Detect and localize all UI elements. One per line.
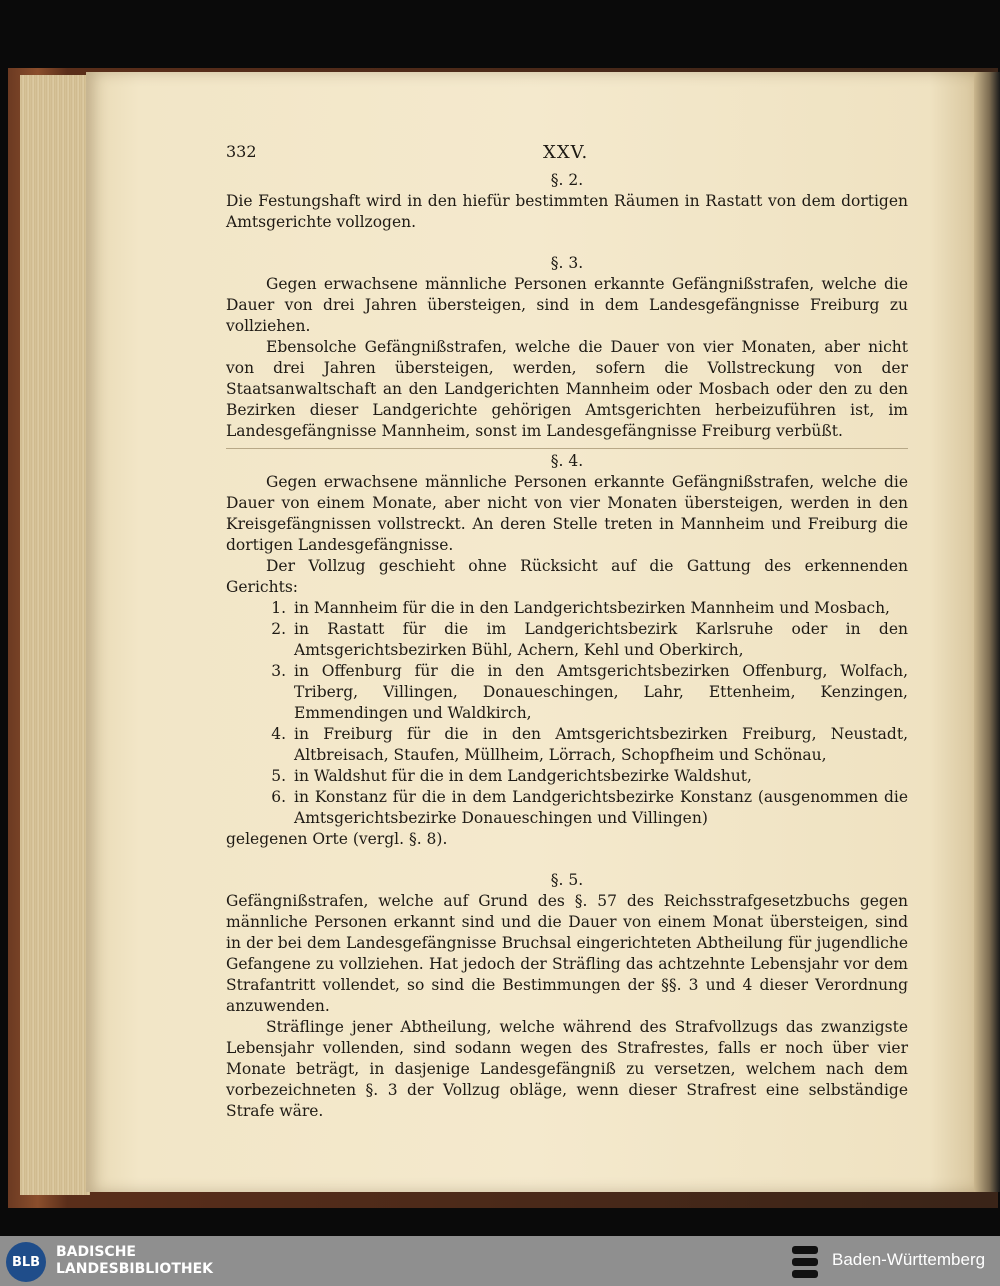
viewer-footer bbox=[0, 1236, 1000, 1286]
divider bbox=[226, 448, 908, 449]
page-number: 332 bbox=[226, 142, 257, 161]
section-5-paragraph-2: Sträflinge jener Abtheilung, welche während des Strafvollzugs das zwanzigste Lebensjahr vollenden, sind sodann wegen des Strafrestes, falls er noch über vier Monate beträgt, in dasjenige Landesgefängniß zu versetzen, welchem nach dem vorbezeichneten §. 3 der Vollzug obläge, wenn dieser Strafrest eine selbständige Strafe wäre. bbox=[226, 1018, 908, 1120]
list-item: 1. in Mannheim für die in den Landgerichtsbezirken Mannheim und Mosbach, bbox=[271, 599, 890, 617]
section-heading-2: §. 2. bbox=[550, 171, 584, 189]
section-heading-4: §. 4. bbox=[550, 452, 584, 470]
list-item: 2. in Rastatt für die im Landgerichtsbezirk Karlsruhe oder in den Amtsgerichtsbezirken Bühl, Achern, Kehl und Oberkirch, bbox=[271, 620, 908, 659]
section-3-paragraph-1: Gegen erwachsene männliche Personen erkannte Gefängnißstrafen, welche die Dauer von drei Jahren übersteigen, sind in dem Landesgefängnisse Freiburg zu vollziehen. bbox=[226, 275, 908, 335]
blb-name-line-1: BADISCHE bbox=[56, 1244, 136, 1260]
section-5-paragraph-1: Gefängnißstrafen, welche auf Grund des §. 57 des Reichsstrafgesetzbuchs gegen männliche Personen erkannt sind und die Dauer von einem Monat übersteigen, sind in der bei dem Landesgefängnisse Bruchsal eingerichteten Abtheilung für jugendliche Gefangene zu vollziehen. Hat jedoch der Sträfling das achtzehnte Lebensjahr vor dem Strafantritt vollendet, so sind die Bestimmungen der §§. 3 und 4 dieser Verordnung anzuwenden. bbox=[226, 892, 908, 1015]
section-4-tail: gelegenen Orte (vergl. §. 8). bbox=[226, 830, 448, 848]
bw-lions-icon bbox=[790, 1244, 820, 1280]
page-text bbox=[226, 140, 908, 1122]
blb-logo-icon[interactable]: BLB bbox=[6, 1242, 46, 1282]
page-edges bbox=[20, 75, 90, 1195]
section-4-paragraph-1: Gegen erwachsene männliche Personen erkannte Gefängnißstrafen, welche die Dauer von einem Monate, aber nicht von vier Monaten übersteigen, werden in den Kreisgefängnissen vollstreckt. An deren Stelle treten in Mannheim und Freiburg die dortigen Landesgefängnisse. bbox=[226, 473, 908, 554]
section-heading-3: §. 3. bbox=[550, 254, 584, 272]
chapter-heading: XXV. bbox=[543, 142, 589, 163]
list-item: 3. in Offenburg für die in den Amtsgerichtsbezirken Offenburg, Wolfach, Triberg, Villingen, Donaueschingen, Lahr, Ettenheim, Kenzingen, Emmendingen und Waldkirch, bbox=[271, 662, 908, 722]
blb-name[interactable] bbox=[56, 1244, 213, 1278]
list-item: 6. in Konstanz für die in dem Landgerichtsbezirke Konstanz (ausgenommen die Amtsgerichtsbezirke Donaueschingen und Villingen) bbox=[271, 788, 908, 827]
blb-name-line-2: LANDESBIBLIOTHEK bbox=[56, 1261, 214, 1277]
section-3-paragraph-2: Ebensolche Gefängnißstrafen, welche die Dauer von vier Monaten, aber nicht von drei Jahren übersteigen, werden, sofern die Vollstreckung von der Staatsanwaltschaft an den Landgerichten Mannheim oder Mosbach oder den zu den Bezirken dieser Landgerichte gehörigen Amtsgerichten herbeizuführen ist, im Landesgefängnisse Mannheim, sonst im Landesgefängnisse Freiburg verbüßt. bbox=[226, 338, 908, 440]
section-4-paragraph-2: Der Vollzug geschieht ohne Rücksicht auf die Gattung des erkennenden Gerichts: bbox=[226, 557, 908, 596]
list-item: 5. in Waldshut für die in dem Landgerichtsbezirke Waldshut, bbox=[271, 767, 752, 785]
gutter-shadow bbox=[974, 72, 1000, 1192]
bw-name[interactable]: Baden-Württemberg bbox=[832, 1250, 986, 1269]
section-heading-5: §. 5. bbox=[550, 871, 584, 889]
section-2-paragraph: Die Festungshaft wird in den hiefür bestimmten Räumen in Rastatt von dem dortigen Amtsgerichte vollzogen. bbox=[226, 192, 908, 231]
list-item: 4. in Freiburg für die in den Amtsgerichtsbezirken Freiburg, Neustadt, Altbreisach, Staufen, Müllheim, Lörrach, Schopfheim und Schönau, bbox=[271, 725, 908, 764]
